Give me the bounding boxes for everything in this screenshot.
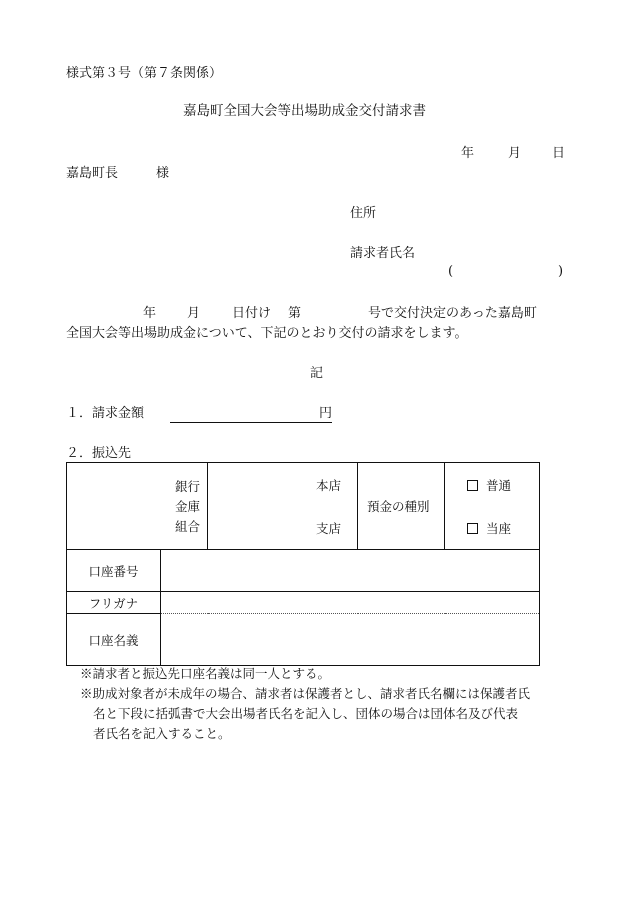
note-2-line2: 名と下段に括弧書で大会出場者氏名を記入し、団体の場合は団体名及び代表 [93,706,519,721]
account-number-label: 口座番号 [67,550,161,592]
body-line2: 全国大会等出場助成金について、下記のとおり交付の請求をします。 [66,326,468,341]
account-name-field[interactable] [161,614,540,666]
addressee-name: 嘉島町長 [66,166,119,181]
addressee-honorific: 様 [156,166,170,181]
ki-heading: 記 [310,366,324,381]
account-number-field[interactable] [161,550,540,592]
note-2-line3: 者氏名を記入すること。 [93,726,231,741]
deposit-option-futsu[interactable] [467,478,511,494]
account-name-label: 口座名義 [67,614,161,666]
branch-cell [208,463,358,550]
bank-type-shinkin: 金庫 [175,499,201,514]
bank-type-cell [67,463,208,550]
deposit-options-cell [445,463,540,550]
applicant-name-label: 請求者氏名 [350,246,416,261]
futsu-label: 普通 [486,478,512,493]
date-year-label: 年 [461,146,475,161]
paren-open: ( [448,264,454,279]
main-branch-label: 本店 [316,478,342,493]
note-2-line1: ※助成対象者が未成年の場合、請求者は保護者とし、請求者氏名欄には保護者氏 [80,686,531,701]
touza-checkbox[interactable] [467,523,478,534]
body-number-prefix: 第 [288,306,302,321]
amount-unit: 円 [319,406,333,421]
date-day-label: 日 [552,146,566,161]
touza-label: 当座 [486,521,512,536]
furigana-field[interactable] [161,592,540,614]
furigana-label: フリガナ [67,592,161,614]
item1-label: １．請求金額 [66,406,145,421]
deposit-type-label: 預金の種別 [367,499,430,514]
amount-underline [170,422,332,423]
futsu-checkbox[interactable] [467,480,478,491]
date-month-label: 月 [508,146,522,161]
body-year: 年 [143,306,157,321]
deposit-type-label-cell [358,463,445,550]
form-style-number: 様式第３号（第７条関係） [66,66,223,81]
form-title: 嘉島町全国大会等出場助成金交付請求書 [183,103,426,119]
branch-label: 支店 [316,521,342,536]
item2-label: ２．振込先 [66,446,132,461]
paren-close: ) [558,264,564,279]
body-date-suffix: 日付け [232,306,272,321]
bank-type-kumiai: 組合 [175,519,201,534]
deposit-option-touza[interactable] [467,521,511,537]
address-label: 住所 [350,206,377,221]
body-line1-rest: 号で交付決定のあった嘉島町 [368,306,537,321]
bank-type-bank: 銀行 [175,479,201,494]
body-month: 月 [187,306,201,321]
note-1: ※請求者と振込先口座名義は同一人とする。 [80,666,331,681]
bank-transfer-table [66,462,540,666]
